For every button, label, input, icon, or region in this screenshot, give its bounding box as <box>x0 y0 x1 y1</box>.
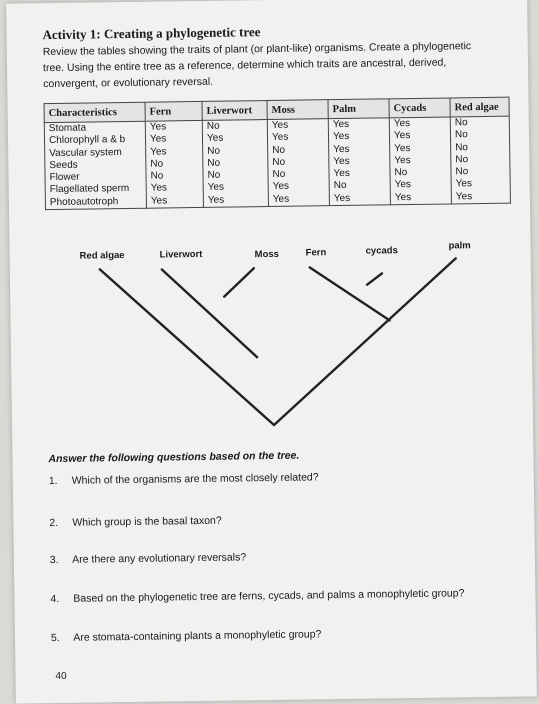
trait-value: No <box>450 129 509 142</box>
question-text: Are there any evolutionary reversals? <box>72 551 247 566</box>
trait-value: Yes <box>329 192 390 206</box>
trait-value: Yes <box>203 182 268 195</box>
tree-label-moss: Moss <box>254 248 280 261</box>
trait-value: No <box>268 156 329 169</box>
trait-value: Yes <box>390 142 451 155</box>
trait-name: Stomata <box>44 121 145 135</box>
trait-value: Yes <box>328 118 389 132</box>
trait-value: No <box>203 169 268 182</box>
trait-value: Yes <box>267 119 328 133</box>
trait-value: Yes <box>145 133 202 146</box>
tree-branch-moss <box>224 268 254 296</box>
page-number: 40 <box>55 670 67 683</box>
trait-value: Yes <box>268 193 329 207</box>
header-liverwort: Liverwort <box>202 101 267 121</box>
trait-value: No <box>268 168 329 181</box>
trait-value: Yes <box>389 130 450 143</box>
question-number: 4. <box>50 592 60 606</box>
trait-value: Yes <box>267 131 328 144</box>
question-text: Which group is the basal taxon? <box>72 514 222 529</box>
header-cycads: Cycads <box>389 98 450 118</box>
trait-value: No <box>268 144 329 157</box>
trait-value: Yes <box>390 179 451 192</box>
worksheet-page <box>6 0 537 704</box>
trait-value: Yes <box>390 191 451 205</box>
tree-branch-cycads <box>367 273 382 284</box>
tree-branch-main <box>272 258 458 425</box>
trait-value: No <box>451 141 510 154</box>
tree-label-liverwort: Liverwort <box>159 248 203 261</box>
trait-name: Flower <box>45 171 146 185</box>
question-number: 2. <box>49 516 59 530</box>
trait-value: No <box>146 170 203 183</box>
question-text: Are stomata-containing plants a monophyletic group? <box>73 628 322 644</box>
question-2 <box>49 515 221 529</box>
trait-value: Yes <box>145 120 202 134</box>
trait-value: Yes <box>451 178 510 191</box>
trait-value: No <box>450 116 509 130</box>
header-palm: Palm <box>328 99 389 119</box>
activity-title: Activity 1: Creating a phylogenetic tree <box>42 24 261 43</box>
trait-name: Vascular system <box>45 146 146 160</box>
trait-value: No <box>329 180 390 193</box>
trait-value: Yes <box>146 195 203 209</box>
trait-value: No <box>146 158 203 171</box>
trait-name: Seeds <box>45 159 146 173</box>
tree-label-fern: Fern <box>305 247 327 259</box>
activity-instructions: Review the tables showing the traits of plant (or plant-like) organisms. Create a phylogenetic tree. Using the entire tree as a reference, determine which traits are ancestral, derived, convergent, or evolutionary reversal. <box>42 40 472 91</box>
question-number: 1. <box>48 474 58 488</box>
tree-branch-liverwort <box>162 268 257 358</box>
trait-value: Yes <box>203 194 268 208</box>
trait-value: No <box>202 120 267 134</box>
question-number: 3. <box>49 553 59 567</box>
question-text: Which of the organisms are the most closely related? <box>71 471 319 487</box>
trait-value: Yes <box>390 154 451 167</box>
trait-value: Yes <box>329 168 390 181</box>
trait-value: No <box>390 167 451 180</box>
trait-value: No <box>451 154 510 167</box>
trait-name: Chlorophyll a & b <box>44 134 145 148</box>
tree-label-red-algae: Red algae <box>79 250 125 262</box>
trait-value: Yes <box>146 146 203 159</box>
trait-value: Yes <box>389 117 450 131</box>
tree-branch-fern <box>310 266 390 321</box>
trait-name: Flagellated sperm <box>45 183 146 197</box>
trait-value: No <box>451 166 510 179</box>
question-text: Based on the phylogenetic tree are ferns, cycads, and palms a monophyletic group? <box>73 587 465 605</box>
header-characteristics: Characteristics <box>44 102 145 122</box>
header-fern: Fern <box>145 101 202 121</box>
header-moss: Moss <box>267 100 328 120</box>
trait-value: Yes <box>329 143 390 156</box>
trait-value: Yes <box>268 181 329 194</box>
questions-heading: Answer the following questions based on the tree. <box>48 449 300 466</box>
question-number: 5. <box>50 631 60 645</box>
trait-value: Yes <box>329 155 390 168</box>
header-red-algae: Red algae <box>450 97 509 117</box>
trait-value: Yes <box>451 190 510 204</box>
trait-value: No <box>203 157 268 170</box>
tree-label-cycads: cycads <box>365 245 398 257</box>
trait-name: Photoautotroph <box>45 196 146 210</box>
trait-value: No <box>203 145 268 158</box>
trait-value: Yes <box>202 132 267 145</box>
trait-value: Yes <box>328 131 389 144</box>
trait-value: Yes <box>146 182 203 195</box>
tree-label-palm: palm <box>448 240 471 252</box>
